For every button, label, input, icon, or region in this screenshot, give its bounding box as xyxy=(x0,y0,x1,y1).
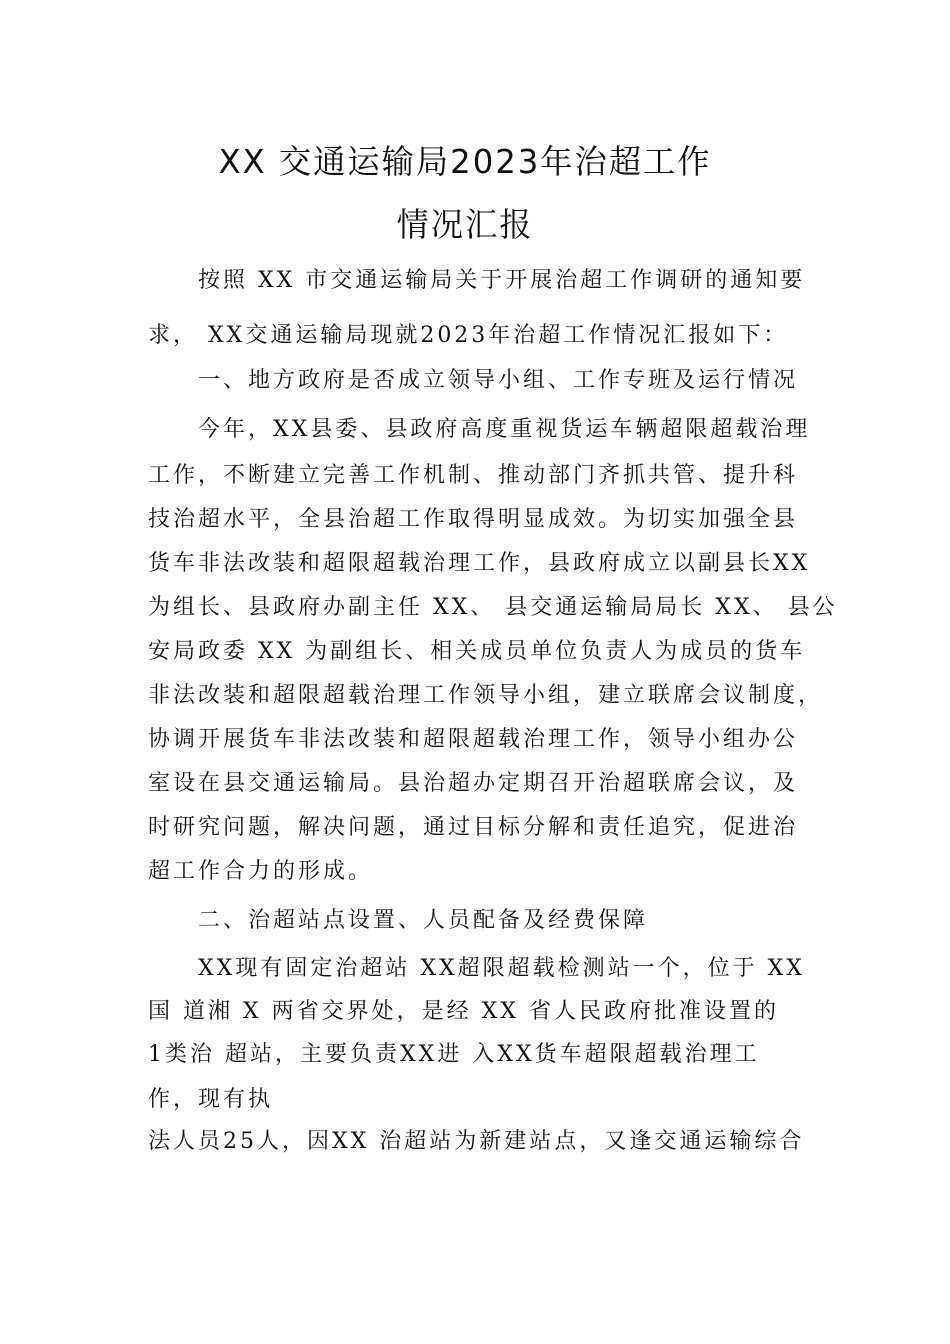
section-heading-1: 一、地方政府是否成立领导小组、工作专班及运行情况 xyxy=(198,368,799,393)
body-line: 国 道湘 X 两省交界处，是经 XX 省人民政府批准设置的 xyxy=(148,999,779,1024)
document-title-line1: XX 交通运输局2023年治超工作 xyxy=(218,142,712,181)
body-line: 为组长、县政府办副主任 XX、 县交通运输局局长 XX、 县公 xyxy=(148,595,838,620)
body-line: 时研究问题，解决问题，通过目标分解和责任追究，促进治 xyxy=(148,815,799,840)
body-line: 安局政委 XX 为副组长、相关成员单位负责人为成员的货车 xyxy=(148,639,806,664)
section-heading-2: 二、治超站点设置、人员配备及经费保障 xyxy=(198,908,649,933)
body-line: 超工作合力的形成。 xyxy=(148,859,374,884)
body-line: 求， XX交通运输局现就2023年治超工作情况汇报如下： xyxy=(148,323,789,348)
body-line: 协调开展货车非法改装和超限超载治理工作，领导小组办公 xyxy=(148,727,799,752)
body-line: 按照 XX 市交通运输局关于开展治超工作调研的通知要 xyxy=(198,268,806,293)
document-title-line2: 情况汇报 xyxy=(396,205,534,244)
body-line: 货车非法改装和超限超载治理工作，县政府成立以副县长XX xyxy=(148,551,811,576)
body-line: 室设在县交通运输局。县治超办定期召开治超联席会议，及 xyxy=(148,771,799,796)
body-line: 作，现有执 xyxy=(148,1087,274,1112)
body-line: 技治超水平，全县治超工作取得明显成效。为切实加强全县 xyxy=(148,507,799,532)
body-line: 法人员25人，因XX 治超站为新建站点，又逢交通运输综合 xyxy=(148,1129,805,1154)
body-line: 今年，XX县委、县政府高度重视货运车辆超限超载治理 xyxy=(198,417,811,442)
body-line: 1类治 超站，主要负责XX进 入XX货车超限超载治理工 xyxy=(148,1042,760,1067)
body-line: 工作，不断建立完善工作机制、推动部门齐抓共管、提升科 xyxy=(148,463,799,488)
body-line: 非法改装和超限超载治理工作领导小组，建立联席会议制度， xyxy=(148,683,824,708)
body-line: XX现有固定治超站 XX超限超载检测站一个，位于 XX xyxy=(198,956,805,981)
